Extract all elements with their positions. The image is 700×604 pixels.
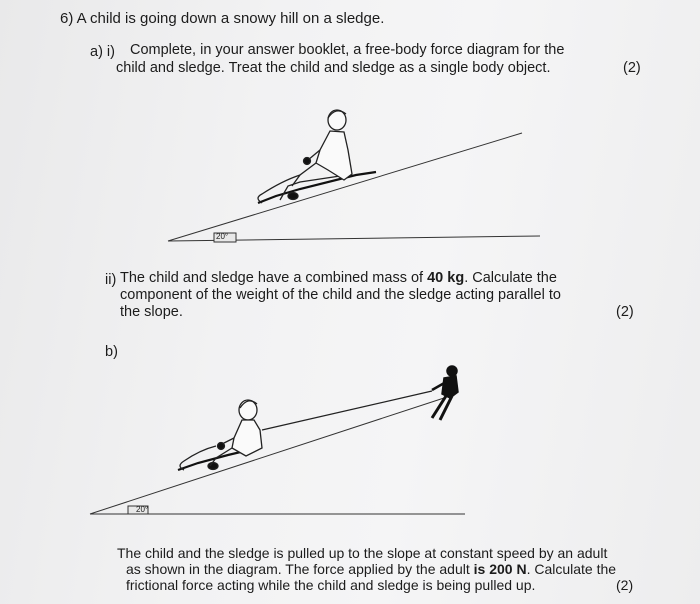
question-heading: 6) A child is going down a snowy hill on a sledge. bbox=[60, 10, 385, 27]
child-on-sledge-b bbox=[178, 400, 262, 470]
adult-figure bbox=[432, 366, 458, 420]
part-a-ii-line1-pre: The child and sledge have a combined mass of bbox=[120, 270, 428, 286]
slope-line-b bbox=[90, 398, 444, 514]
angle-label-b: 20° bbox=[136, 505, 149, 514]
part-b-line2-post: . Calculate the bbox=[526, 561, 617, 577]
part-a-ii-line3: the slope. bbox=[120, 304, 183, 320]
part-b-line2 bbox=[126, 561, 616, 578]
part-b-line1: The child and the sledge is pulled up to the slope at constant speed by an adult bbox=[117, 545, 608, 561]
part-a-ii-line2: component of the weight of the child and the sledge acting parallel to bbox=[120, 287, 561, 303]
part-a-line1: Complete, in your answer booklet, a free-body force diagram for the bbox=[130, 42, 565, 58]
angle-label-a: 20° bbox=[216, 232, 229, 241]
force-value: is 200 N bbox=[473, 561, 527, 577]
mass-value: 40 kg bbox=[427, 270, 465, 286]
part-a-label: a) i) bbox=[90, 44, 115, 60]
part-a-ii-marks: (2) bbox=[616, 304, 634, 320]
part-a-ii-label: ii) bbox=[105, 272, 117, 288]
part-a-marks: (2) bbox=[623, 60, 641, 76]
part-b-label: b) bbox=[105, 344, 118, 360]
part-a-ii-line1-post: . Calculate the bbox=[464, 270, 557, 286]
part-a-line2: child and sledge. Treat the child and sledge as a single body object. bbox=[116, 60, 551, 76]
part-b-line3: frictional force acting while the child and sledge is being pulled up. bbox=[126, 577, 536, 593]
part-b-marks: (2) bbox=[616, 577, 634, 593]
part-b-line2-pre: as shown in the diagram. The force applied by the adult bbox=[126, 561, 474, 577]
